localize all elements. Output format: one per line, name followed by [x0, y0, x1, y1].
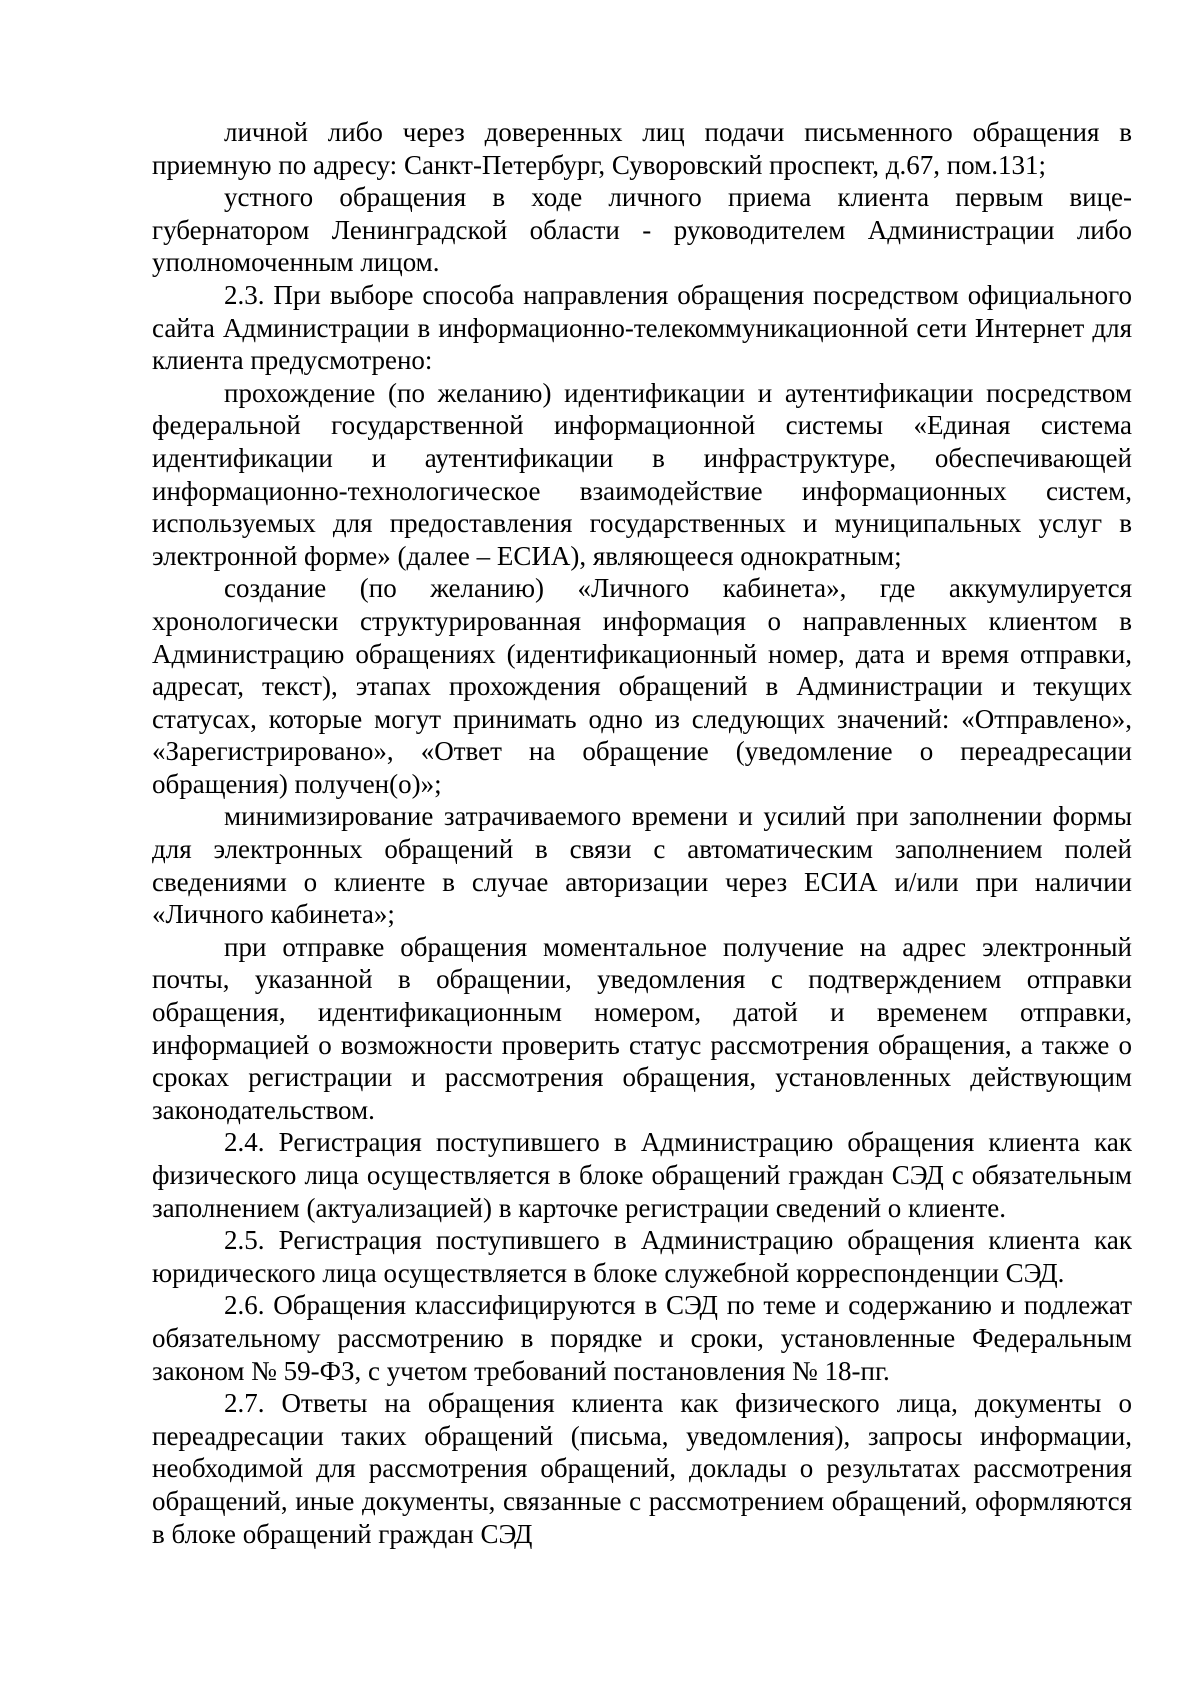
- paragraph-oral-appeal: устного обращения в ходе личного приема клиента первым вице-губернатором Ленинградской области - руководителем Администрации либо уполномоченным лицом.: [152, 182, 1132, 278]
- paragraph-form-autofill: минимизирование затрачиваемого времени и усилий при заполнении формы для электронных обращений в связи с автоматическим заполнением полей сведениями о клиенте в случае авторизации через ЕСИА и/или при наличии «Личного кабинета»;: [152, 801, 1132, 930]
- paragraph-2-5: 2.5. Регистрация поступившего в Администрацию обращения клиента как юридического лица осуществляется в блоке служебной корреспонденции СЭД.: [152, 1225, 1132, 1288]
- paragraph-2-4: 2.4. Регистрация поступившего в Администрацию обращения клиента как физического лица осуществляется в блоке обращений граждан СЭД с обязательным заполнением (актуализацией) в карточке регистрации сведений о клиенте.: [152, 1127, 1132, 1223]
- paragraph-2-6: 2.6. Обращения классифицируются в СЭД по теме и содержанию и подлежат обязательному рассмотрению в порядке и сроки, установленные Федеральным законом № 59-ФЗ, с учетом требований постановления № 18-пг.: [152, 1290, 1132, 1386]
- paragraph-personal-cabinet: создание (по желанию) «Личного кабинета», где аккумулируется хронологически структурированная информация о направленных клиентом в Администрацию обращениях (идентификационный номер, дата и время отправки, адресат, текст), этапах прохождения обращений в Администрации и текущих статусах, которые могут принимать одно из следующих значений: «Отправлено», «Зарегистрировано», «Ответ на обращение (уведомление о переадресации обращения) получен(о)»;: [152, 573, 1132, 799]
- paragraph-email-notification: при отправке обращения моментальное получение на адрес электронный почты, указанной в обращении, уведомления с подтверждением отправки обращения, идентификационным номером, датой и временем отправки, информацией о возможности проверить статус рассмотрения обращения, а также о сроках регистрации и рассмотрения обращения, установленных действующим законодательством.: [152, 931, 1132, 1125]
- paragraph-written-appeal: личной либо через доверенных лиц подачи письменного обращения в приемную по адресу: Санкт-Петербург, Суворовский проспект, д.67, пом.131;: [152, 117, 1132, 180]
- paragraph-2-7: 2.7. Ответы на обращения клиента как физического лица, документы о переадресации таких обращений (письма, уведомления), запросы информации, необходимой для рассмотрения обращений, доклады о результатах рассмотрения обращений, иные документы, связанные с рассмотрением обращений, оформляются в блоке обращений граждан СЭД: [152, 1388, 1132, 1549]
- paragraph-esia: прохождение (по желанию) идентификации и аутентификации посредством федеральной государственной информационной системы «Единая система идентификации и аутентификации в инфраструктуре, обеспечивающей информационно-технологическое взаимодействие информационных систем, используемых для предоставления государственных и муниципальных услуг в электронной форме» (далее – ЕСИА), являющееся однократным;: [152, 377, 1132, 571]
- paragraph-2-3: 2.3. При выборе способа направления обращения посредством официального сайта Администрации в информационно-телекоммуникационной сети Интернет для клиента предусмотрено:: [152, 279, 1132, 376]
- document-body: [152, 116, 1132, 1550]
